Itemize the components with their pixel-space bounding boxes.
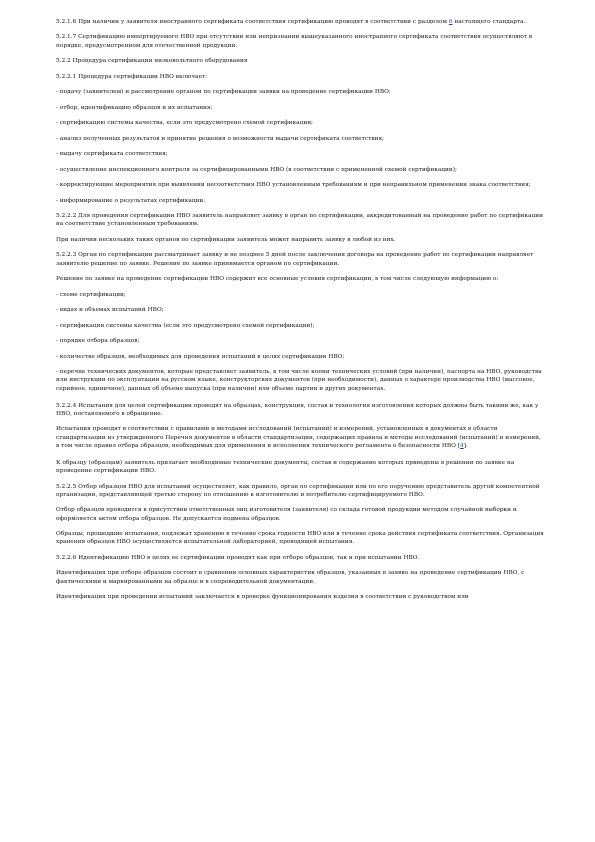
paragraph [56, 530, 544, 547]
paragraph [56, 104, 544, 112]
paragraph [56, 181, 544, 189]
paragraph-text: 5.2.1.6 При наличии у заявителя иностранного сертификата соответствия сертификацию проводят в соответствии с разделом [56, 19, 449, 25]
paragraph [56, 593, 544, 601]
reference-link[interactable]: 6 [448, 19, 453, 25]
paragraph-text: 5.2.2.5 Отбор образцов НВО для испытаний осуществляет, как правило, орган по сертификации или по его поручению представитель другой компетентной организации, представляющей третью сторону по отношению к изготовителю и потребителю сертифицируемого НВО. [56, 483, 540, 498]
paragraph-text: - выдачу сертификата соответствия; [56, 151, 168, 158]
paragraph-text-tail: ]. [463, 442, 468, 449]
paragraph [56, 166, 544, 174]
paragraph [56, 353, 544, 361]
paragraph-text: - порядке отбора образцов; [56, 338, 140, 345]
paragraph [56, 554, 544, 562]
paragraph [56, 18, 544, 26]
paragraph [56, 402, 544, 419]
paragraph [56, 483, 544, 500]
paragraph-text: - осуществление инспекционного контроля за сертифицированными НВО (в соответствии с примененной схемой сертификации); [56, 166, 457, 173]
paragraph [56, 569, 544, 586]
paragraph-text: - отбор, идентификацию образцов и их испытания; [56, 104, 213, 111]
paragraph [56, 119, 544, 127]
paragraph-text: Испытания проводят в соответствии с правилами и методами исследований (испытаний) и измерений, установленных в документах в области стандартизации из утвержденного Перечня документов в области стандартизации, содержащих правила и методы исследований (испытаний) и измерений, в том числе правил отбора образцов, необходимых для применения и исполнения технического регламента о безопасности НВО [ [56, 426, 541, 449]
document-body [56, 18, 544, 609]
paragraph [56, 425, 544, 450]
paragraph-text: 5.2.2.4 Испытания для целей сертификации проводят на образцах, конструкция, состав и технология изготовления которых должны быть такими же, как у НВО, поставляемого в обращение. [56, 402, 539, 417]
paragraph-text: - схеме сертификации; [56, 291, 126, 298]
paragraph [56, 368, 544, 393]
paragraph-text: 5.2.2 Процедура сертификации низковольтного оборудования [56, 58, 248, 65]
paragraph [56, 275, 544, 283]
paragraph [56, 150, 544, 158]
paragraph [56, 73, 544, 81]
paragraph-text: Идентификация при отборе образцов состоит в сравнении основных характеристик образцов, указанных в заявке на проведение сертификации НВО, с фактическими и маркированными на образце и в сопроводительной документации. [56, 570, 525, 585]
paragraph-text: 5.2.2.1 Процедура сертификации НВО включает: [56, 73, 208, 80]
paragraph-text: - сертификации системы качества (если это предусмотрено схемой сертификации); [56, 322, 315, 329]
paragraph [56, 88, 544, 96]
paragraph [56, 212, 544, 229]
paragraph-text: - количестве образцов, необходимых для проведения испытаний в целях сертификации НВО; [56, 353, 345, 360]
paragraph [56, 459, 544, 476]
paragraph-text: Образцы, прошедшие испытания, подлежат хранению в течение срока годности НВО или в течение срока действия сертификата соответствия. Организация хранения образцов НВО осуществляется испытательной лабораторией, проводящей испытания. [56, 531, 544, 546]
paragraph-text: Отбор образцов проводится в присутствии ответственных лиц изготовителя (заявителя) со склада готовой продукции методом случайной выборки и оформляется актом отбора образцов. Не допускается подмена образцов. [56, 507, 517, 522]
reference-link[interactable]: 4 [460, 442, 464, 449]
paragraph-text: 5.2.1.7 Сертификацию импортируемого НВО при отсутствии или непризнании вышеуказанного иностранного сертификата соответствия осуществляют в порядке, предусмотренном для отечественной продукции. [56, 34, 533, 49]
paragraph-text: 5.2.2.6 Идентификацию НВО в целях ее сертификации проводят как при отборе образцов, так и при испытании НВО. [56, 554, 420, 561]
paragraph [56, 57, 544, 65]
paragraph-text: - информирование о результатах сертификации. [56, 197, 206, 204]
paragraph-text: Решение по заявке на проведение сертификации НВО содержит все основные условия сертификации, в том числе следующую информацию о: [56, 276, 499, 283]
paragraph [56, 306, 544, 314]
paragraph-text: - подачу (заявителем) и рассмотрение органом по сертификации заявки на проведение сертификации НВО; [56, 89, 391, 96]
paragraph-text: - корректирующие мероприятия при выявлении несоответствия НВО установленным требованиям и при неправильном применении знака соответствия; [56, 182, 531, 189]
paragraph [56, 197, 544, 205]
paragraph-text: - сертификацию системы качества, если это предусмотрено схемой сертификации; [56, 120, 314, 127]
paragraph [56, 506, 544, 523]
paragraph [56, 322, 544, 330]
paragraph-text: К образцу (образцам) заявитель прилагает необходимые технические документы, состав и содержание которых приведены в решении по заявке на проведение сертификации НВО. [56, 459, 515, 475]
paragraph-text: - анализ полученных результатов и принятие решения о возможности выдачи сертификата соответствия; [56, 135, 385, 142]
paragraph-text: 5.2.2.2 Для проведения сертификации НВО заявитель направляет заявку в орган по сертификации, аккредитованный на проведение работ по сертификации на соответствие установленным требованиям. [56, 213, 543, 228]
paragraph [56, 135, 544, 143]
paragraph [56, 251, 544, 268]
paragraph-text: - видах и объемах испытаний НВО; [56, 307, 164, 314]
paragraph-text: - перечне технических документов, которые представляет заявитель, в том числе копии технических условий (при наличии), паспорта на НВО, руководства или инструкции по эксплуатации на русском языке, конструкторских документов (при необходимости), данных о характере производства НВО (массовое, серийное, единичное), данных об объеме выпуска (при наличии) или объеме партии и других документах. [56, 369, 542, 392]
paragraph-text: Идентификация при проведении испытаний заключается в проверке функционирования изделия в соответствии с руководством или [56, 594, 469, 601]
paragraph-text: При наличии нескольких таких органов по сертификации заявитель может направить заявку в любой из них. [56, 236, 396, 243]
paragraph-text: 5.2.2.3 Орган по сертификации рассматривает заявку и не позднее 5 дней после заключения договора на проведение работ по сертификации направляет заявителю решение по заявке. Решение по заявке принимается органом по сертификации. [56, 252, 534, 267]
paragraph [56, 337, 544, 345]
paragraph [56, 33, 544, 50]
paragraph-text-tail: настоящего стандарта. [452, 19, 526, 25]
paragraph [56, 291, 544, 299]
paragraph [56, 236, 544, 244]
